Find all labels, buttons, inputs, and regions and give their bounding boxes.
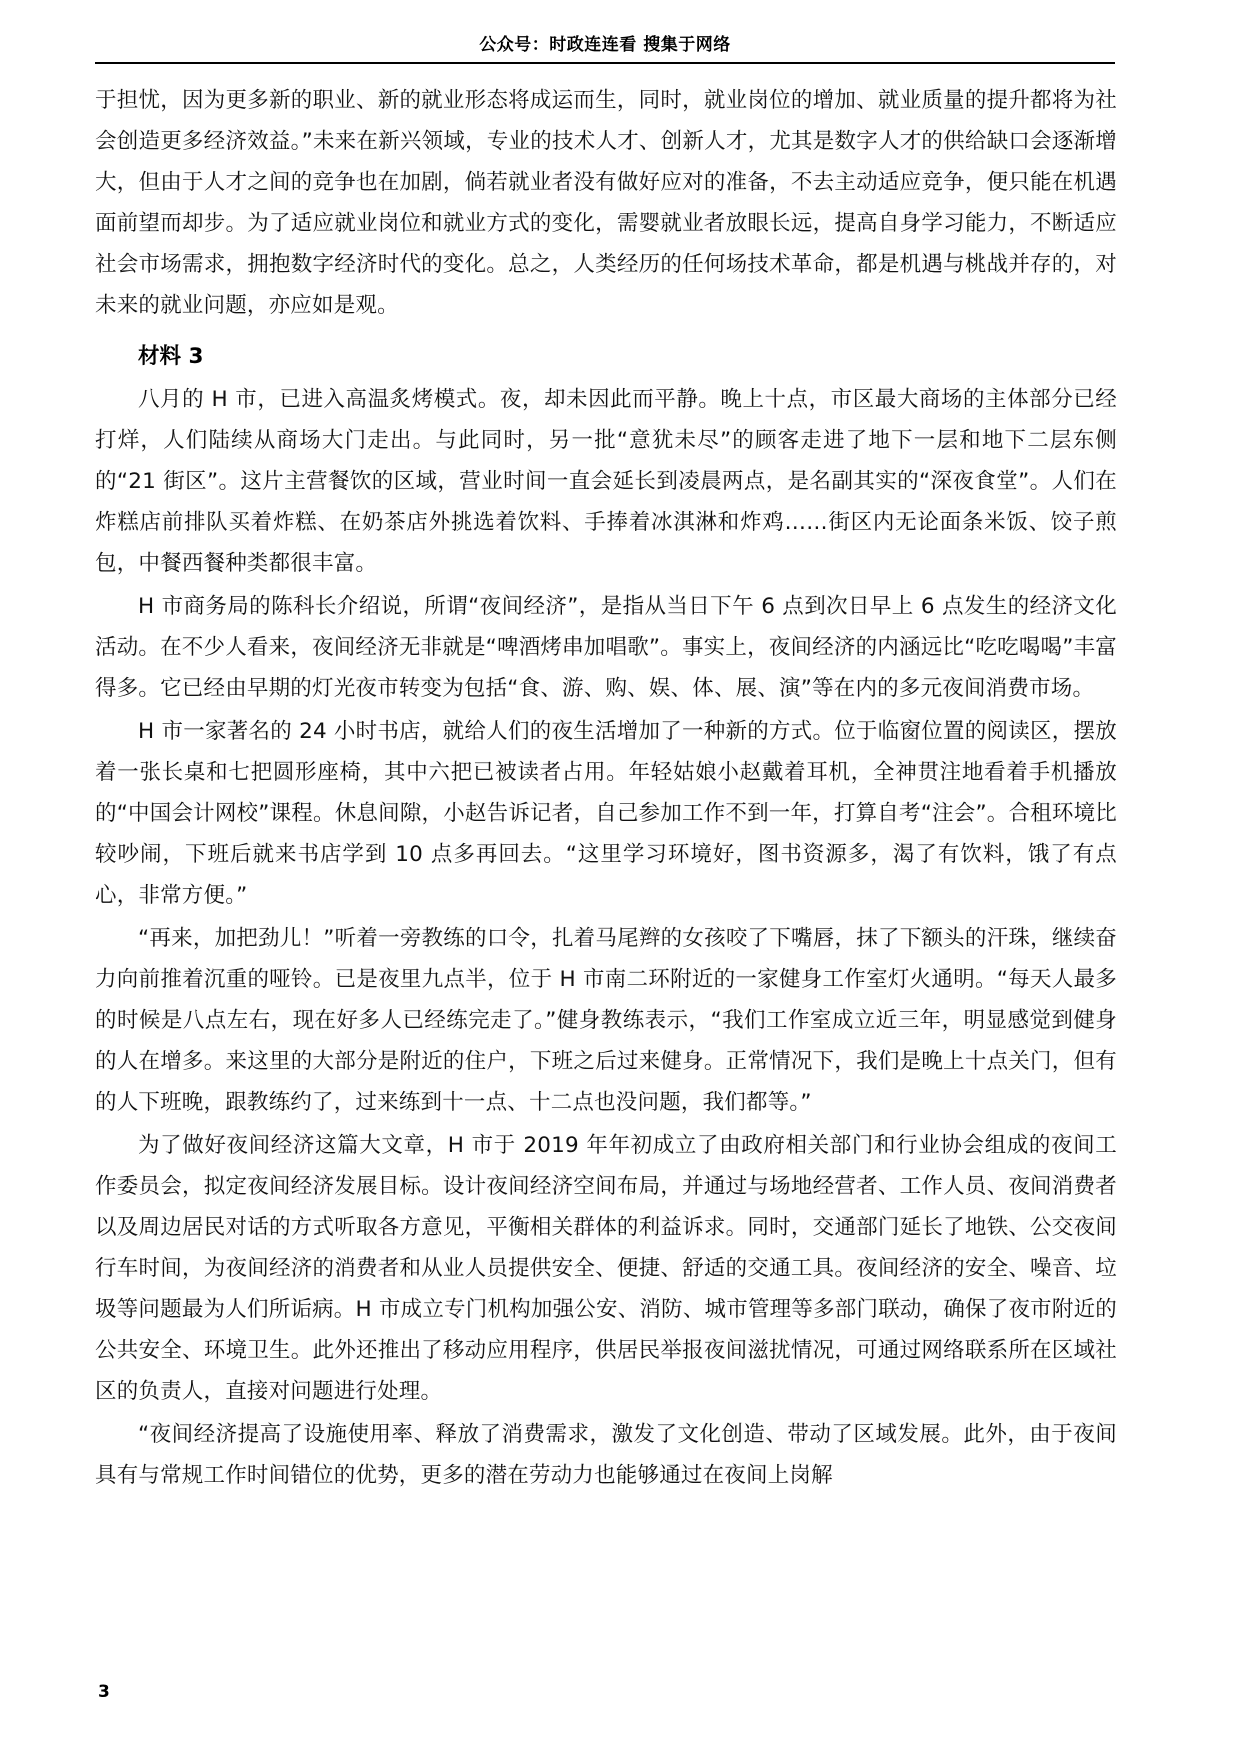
paragraph: “再来，加把劲儿！”听着一旁教练的口令，扎着马尾辫的女孩咬了下嘴唇，抹了下额头的汗珠，继续奋力向前推着沉重的哑铃。已是夜里九点半，位于 H 市南二环附近的一家健身工作室灯火通明。“每天人最多的时候是八点左右，现在好多人已经练完走了。”健身教练表示，“我们工作室成立近三年，明显感觉到健身的人在增多。来这里的大部分是附近的住户，下班之后过来健身。正常情况下，我们是晚上十点关门，但有的人下班晚，跟教练约了，过来练到十一点、十二点也没问题，我们都等。” — [95, 926, 1117, 1115]
header-title: 公众号：时政连连看 搜集于网络 — [479, 35, 731, 55]
document-body — [95, 80, 1117, 1498]
page-header — [95, 30, 1115, 55]
paragraph: “夜间经济提高了设施使用率、释放了消费需求，激发了文化创造、带动了区域发展。此外，由于夜间具有与常规工作时间错位的优势，更多的潜在劳动力也能够通过在夜间上岗解 — [95, 1422, 1117, 1488]
paragraph: 八月的 H 市，已进入高温炙烤模式。夜，却未因此而平静。晚上十点，市区最大商场的主体部分已经打烊，人们陆续从商场大门走出。与此同时，另一批“意犹未尽”的顾客走进了地下一层和地下二层东侧的“21 街区”。这片主营餐饮的区域，营业时间一直会延长到凌晨两点，是名副其实的“深夜食堂”。人们在炸糕店前排队买着炸糕、在奶茶店外挑选着饮料、手捧着冰淇淋和炸鸡……街区内无论面条米饭、饺子煎包，中餐西餐种类都很丰富。 — [95, 387, 1117, 576]
paragraph: 为了做好夜间经济这篇大文章，H 市于 2019 年年初成立了由政府相关部门和行业协会组成的夜间工作委员会，拟定夜间经济发展目标。设计夜间经济空间布局，并通过与场地经营者、工作人员、夜间消费者以及周边居民对话的方式听取各方意见，平衡相关群体的利益诉求。同时，交通部门延长了地铁、公交夜间行车时间，为夜间经济的消费者和从业人员提供安全、便捷、舒适的交通工具。夜间经济的安全、噪音、垃圾等问题最为人们所诟病。H 市成立专门机构加强公安、消防、城市管理等多部门联动，确保了夜市附近的公共安全、环境卫生。此外还推出了移动应用程序，供居民举报夜间滋扰情况，可通过网络联系所在区域社区的负责人，直接对问题进行处理。 — [95, 1133, 1117, 1404]
section-heading-material-3: 材料 3 — [138, 344, 204, 369]
paragraph-continuation: 于担忧，因为更多新的职业、新的就业形态将成运而生，同时，就业岗位的增加、就业质量的提升都将为社会创造更多经济效益。”未来在新兴领域，专业的技术人才、创新人才，尤其是数字人才的供给缺口会逐渐增大，但由于人才之间的竞争也在加剧，倘若就业者没有做好应对的准备，不去主动适应竞争，便只能在机遇面前望而却步。为了适应就业岗位和就业方式的变化，需婴就业者放眼长远，提高自身学习能力，不断适应社会市场需求，拥抱数字经济时代的变化。总之，人类经历的任何场技术革命，都是机遇与桃战并存的，对未来的就业问题，亦应如是观。 — [95, 88, 1117, 318]
paragraph: H 市商务局的陈科长介绍说，所谓“夜间经济”，是指从当日下午 6 点到次日早上 6 点发生的经济文化活动。在不少人看来，夜间经济无非就是“啤酒烤串加唱歌”。事实上，夜间经济的内涵远比“吃吃喝喝”丰富得多。它已经由早期的灯光夜市转变为包括“食、游、购、娱、体、展、演”等在内的多元夜间消费市场。 — [95, 594, 1117, 701]
header-divider — [95, 62, 1115, 64]
page-number: 3 — [98, 1682, 110, 1702]
paragraph: H 市一家著名的 24 小时书店，就给人们的夜生活增加了一种新的方式。位于临窗位置的阅读区，摆放着一张长桌和七把圆形座椅，其中六把已被读者占用。年轻姑娘小赵戴着耳机，全神贯注地看着手机播放的“中国会计网校”课程。休息间隙，小赵告诉记者，自己参加工作不到一年，打算自考“注会”。合租环境比较吵闹，下班后就来书店学到 10 点多再回去。“这里学习环境好，图书资源多，渴了有饮料，饿了有点心，非常方便。” — [95, 719, 1117, 908]
